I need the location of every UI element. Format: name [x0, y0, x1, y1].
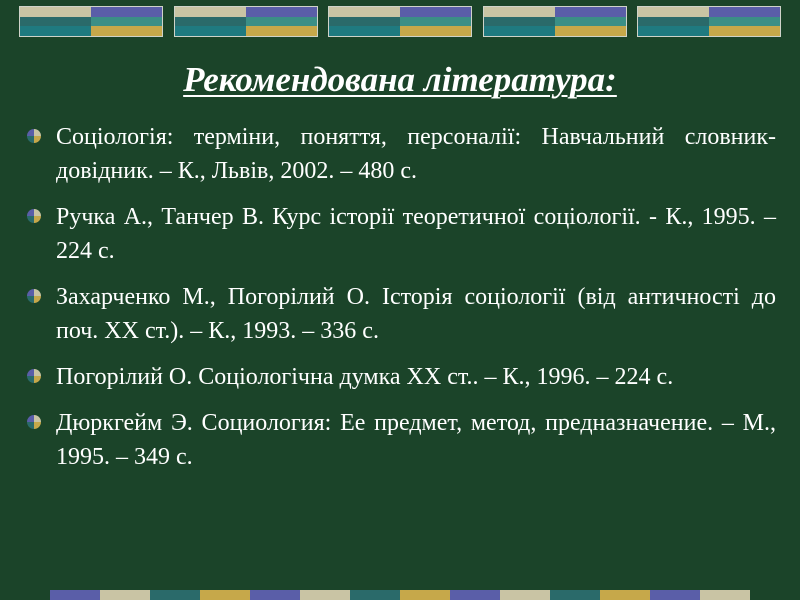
slide-title: Рекомендована література: [183, 60, 617, 99]
reference-item [26, 406, 776, 474]
quartered-circle-bullet-icon [26, 288, 42, 304]
reference-item [26, 280, 776, 348]
decor-tile [19, 6, 163, 37]
bottom-decorative-band [0, 590, 800, 600]
reference-text: Дюркгейм Э. Социология: Ее предмет, метод, предназначение. – М., 1995. – 349 с. [56, 410, 776, 470]
decor-tile [637, 6, 781, 37]
reference-text: Соціологія: терміни, поняття, персоналії: Навчальний словник-довідник. – К., Львів, 2002. – 480 с. [56, 124, 776, 184]
reference-text: Захарченко М., Погорілий О. Історія соціології (від античності до поч. ХХ ст.). – К., 1993. – 336 с. [56, 284, 776, 344]
reference-text: Ручка А., Танчер В. Курс історії теоретичної соціології. - К., 1995. – 224 с. [56, 204, 776, 264]
quartered-circle-bullet-icon [26, 414, 42, 430]
reference-item [26, 120, 776, 188]
reference-item [26, 360, 776, 394]
quartered-circle-bullet-icon [26, 368, 42, 384]
reference-text: Погорілий О. Соціологічна думка ХХ ст.. – К., 1996. – 224 с. [56, 364, 674, 390]
decor-tile [483, 6, 627, 37]
top-decorative-band [19, 6, 781, 37]
decor-tile [174, 6, 318, 37]
decor-tile [328, 6, 472, 37]
quartered-circle-bullet-icon [26, 128, 42, 144]
reference-item [26, 200, 776, 268]
quartered-circle-bullet-icon [26, 208, 42, 224]
reference-list [26, 120, 776, 486]
